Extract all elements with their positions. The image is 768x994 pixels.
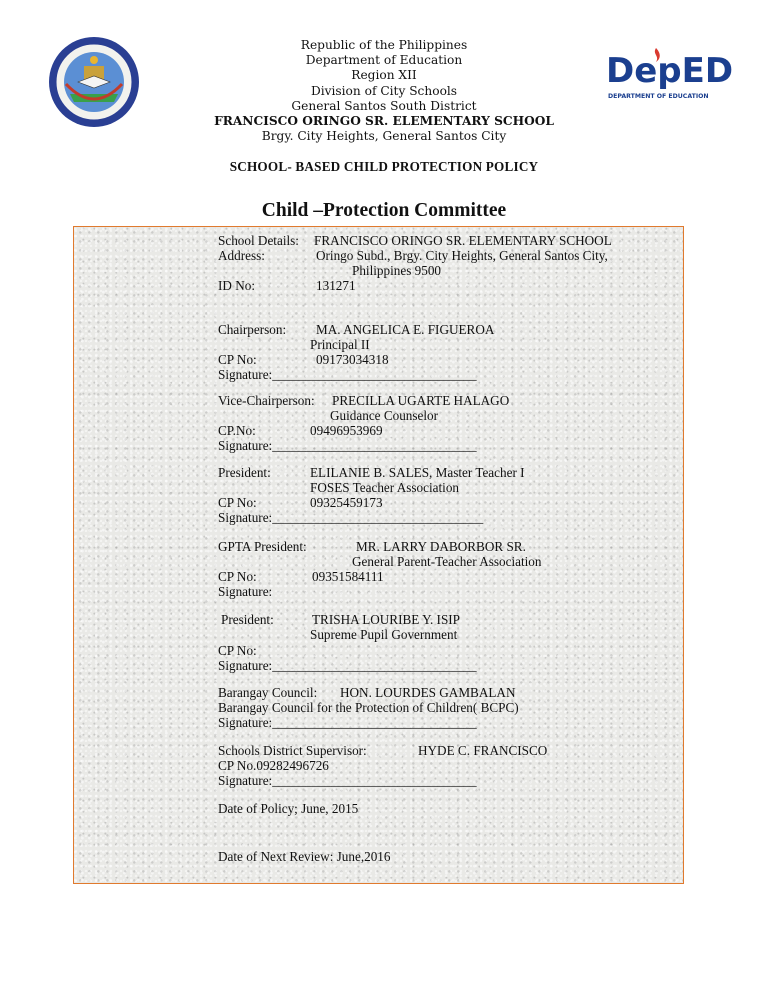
supervisor-name: HYDE C. FRANCISCO [418, 743, 548, 758]
foses-president-name: ELILANIE B. SALES, Master Teacher I [310, 465, 525, 480]
policy-title: SCHOOL- BASED CHILD PROTECTION POLICY [229, 159, 539, 174]
chairperson-cp-label: CP No: [218, 352, 257, 367]
header-department: Department of Education [305, 53, 463, 68]
header-division: Division of City Schools [310, 83, 458, 98]
header-region: Region XII [351, 68, 417, 83]
supervisor-cp: CP No.09282496726 [218, 758, 329, 773]
vice-chairperson-title: Guidance Counselor [330, 408, 439, 423]
vice-chairperson-cp-value: 09496953969 [310, 423, 383, 438]
chairperson-label: Chairperson: [218, 322, 287, 337]
foses-president-org: FOSES Teacher Association [310, 480, 460, 495]
foses-president-cp-value: 09325459173 [310, 495, 383, 510]
header-district: General Santos South District [291, 98, 477, 113]
foses-president-signature: Signature:________________________________ [218, 510, 484, 525]
address-line2: Philippines 9500 [352, 263, 442, 278]
gpta-president-org: General Parent-Teacher Association [352, 554, 542, 569]
address-line1: Oringo Subd., Brgy. City Heights, General Santos City, [316, 248, 608, 263]
gpta-president-signature: Signature: [218, 584, 273, 599]
address-label: Address: [218, 248, 265, 263]
barangay-label: Barangay Council: [218, 685, 318, 700]
date-of-policy: Date of Policy; June, 2015 [218, 801, 359, 816]
vice-chairperson-label: Vice-Chairperson: [218, 393, 315, 408]
spg-president-signature: Signature:_______________________________ [218, 658, 477, 673]
spg-president-org: Supreme Pupil Government [310, 627, 458, 642]
gpta-president-cp-value: 09351584111 [312, 569, 384, 584]
spg-president-name: TRISHA LOURIBE Y. ISIP [312, 612, 461, 627]
deped-logo-subtitle: DEPARTMENT OF EDUCATION [608, 93, 709, 100]
gpta-president-cp-label: CP No: [218, 569, 257, 584]
vice-chairperson-signature: Signature:_______________________________ [218, 438, 477, 453]
spg-president-label: President: [221, 612, 274, 627]
deped-logo-text: DepED [606, 51, 734, 91]
document-header [0, 38, 768, 144]
chairperson-signature: Signature:_______________________________ [218, 367, 477, 382]
header-school-name: FRANCISCO ORINGO SR. ELEMENTARY SCHOOL [214, 114, 554, 129]
school-details-value: FRANCISCO ORINGO SR. ELEMENTARY SCHOOL [314, 233, 612, 248]
gpta-president-name: MR. LARRY DABORBOR SR. [356, 539, 526, 554]
spg-president-cp-label: CP No: [218, 643, 257, 658]
foses-president-label: President: [218, 465, 271, 480]
id-value: 131271 [316, 278, 356, 293]
header-location: Brgy. City Heights, General Santos City [261, 129, 507, 144]
supervisor-label: Schools District Supervisor: [218, 743, 367, 758]
id-label: ID No: [218, 278, 255, 293]
vice-chairperson-name: PRECILLA UGARTE HALAGO [332, 393, 510, 408]
chairperson-cp-value: 09173034318 [316, 352, 389, 367]
vice-chairperson-cp-label: CP.No: [218, 423, 256, 438]
header-republic: Republic of the Philippines [300, 38, 468, 52]
chairperson-title: Principal II [310, 337, 370, 352]
barangay-signature: Signature:_______________________________ [218, 715, 477, 730]
barangay-org: Barangay Council for the Protection of Children( BCPC) [218, 700, 519, 715]
foses-president-cp-label: CP No: [218, 495, 257, 510]
committee-title: Child –Protection Committee [261, 200, 507, 221]
date-next-review: Date of Next Review: June,2016 [218, 849, 391, 864]
chairperson-name: MA. ANGELICA E. FIGUEROA [316, 322, 495, 337]
supervisor-signature: Signature:_______________________________ [218, 773, 477, 788]
school-details-label: School Details: [218, 233, 299, 248]
barangay-name: HON. LOURDES GAMBALAN [340, 685, 516, 700]
gpta-president-label: GPTA President: [218, 539, 307, 554]
